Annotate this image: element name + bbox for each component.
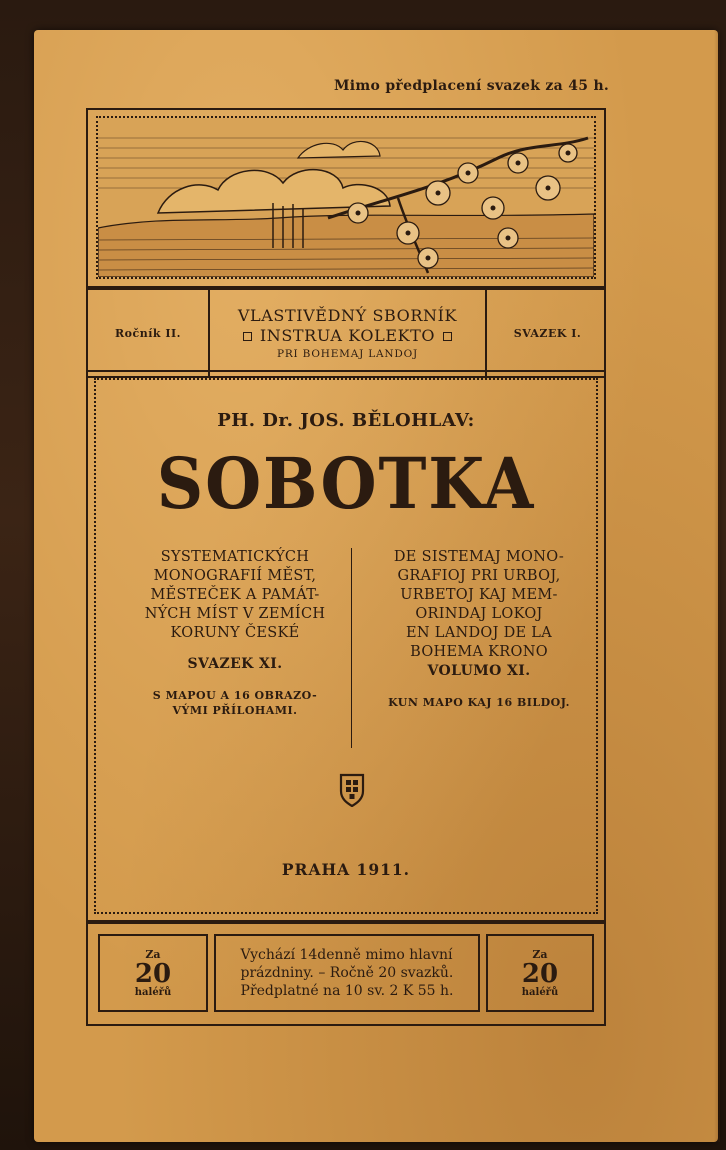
- price-left-number: 20: [134, 959, 172, 989]
- subscription-info: [214, 934, 480, 1012]
- book-title: SOBOTKA: [156, 442, 536, 525]
- series-line-1: VLASTIVĚDNÝ SBORNÍK: [237, 306, 458, 325]
- author: PH. Dr. JOS. BĚLOHLAV:: [217, 410, 475, 431]
- footer: [92, 928, 600, 1020]
- esperanto-column: [364, 548, 594, 710]
- price-right-za: Za: [532, 948, 548, 961]
- cover-edge-shadow: [714, 30, 720, 1142]
- esperanto-line-4: ORINDAJ LOKOJ: [415, 606, 543, 622]
- esperanto-line-1: DE SISTEMAJ MONO-: [393, 549, 565, 565]
- esperanto-line-3: URBETOJ KAJ MEM-: [400, 587, 558, 603]
- czech-note-line-2: VÝMI PŘÍLOHAMI.: [172, 704, 298, 717]
- book-cover: [34, 30, 718, 1142]
- czech-volume: SVAZEK XI.: [187, 656, 283, 672]
- esperanto-note: KUN MAPO KAJ 16 BILDOJ.: [388, 696, 570, 709]
- illustration: [96, 116, 596, 279]
- czech-line-3: MĚSTEČEK A PAMÁT-: [150, 587, 320, 603]
- esperanto-line-5: EN LANDOJ DE LA: [405, 625, 553, 641]
- czech-line-4: NÝCH MÍST V ZEMÍCH: [144, 606, 326, 622]
- volume-year: Ročník II.: [115, 326, 181, 340]
- subscription-line-1: Vychází 14denně mimo hlavní: [240, 947, 453, 963]
- esperanto-volume: VOLUMO XI.: [427, 663, 531, 679]
- czech-line-2: MONOGRAFIÍ MĚST,: [153, 568, 317, 584]
- czech-column: [120, 548, 350, 718]
- esperanto-line-2: GRAFIOJ PRI URBOJ,: [397, 568, 561, 584]
- issue-number: SVAZEK I.: [513, 326, 582, 340]
- price-right-number: 20: [521, 959, 559, 989]
- series-header: [86, 288, 606, 378]
- series-line-2: [243, 326, 452, 346]
- czech-note-line-1: S MAPOU A 16 OBRAZO-: [152, 689, 318, 702]
- series-title-cell: [210, 290, 487, 376]
- price-box-right: [486, 934, 594, 1012]
- issue-cell: [487, 290, 608, 376]
- czech-line-1: SYSTEMATICKÝCH: [160, 549, 310, 565]
- price-left-za: Za: [145, 948, 161, 961]
- czech-line-5: KORUNY ČESKÉ: [170, 625, 300, 641]
- subscription-line-3: Předplatné na 10 sv. 2 K 55 h.: [240, 983, 454, 999]
- price-right-unit: haléřů: [521, 987, 559, 998]
- price-box-left: [98, 934, 208, 1012]
- publication-place-year: PRAHA 1911.: [281, 860, 411, 879]
- price-note: Mimo předplacení svazek za 45 h.: [334, 78, 610, 94]
- square-ornament-icon: [243, 332, 252, 341]
- esperanto-line-6: BOHEMA KRONO: [410, 644, 548, 660]
- volume-year-cell: [88, 290, 210, 376]
- czech-note: [120, 688, 350, 718]
- price-left-unit: haléřů: [134, 987, 172, 998]
- series-line-3: PRI BOHEMAJ LANDOJ: [276, 348, 419, 360]
- subscription-line-2: prázdniny. – Ročně 20 svazků.: [240, 965, 454, 981]
- series-line-2-text: INSTRUA KOLEKTO: [259, 326, 436, 345]
- column-divider: [351, 548, 352, 748]
- shield-emblem-icon: [339, 773, 365, 807]
- landscape-flowers-illustration: [98, 118, 594, 277]
- square-ornament-icon: [443, 332, 452, 341]
